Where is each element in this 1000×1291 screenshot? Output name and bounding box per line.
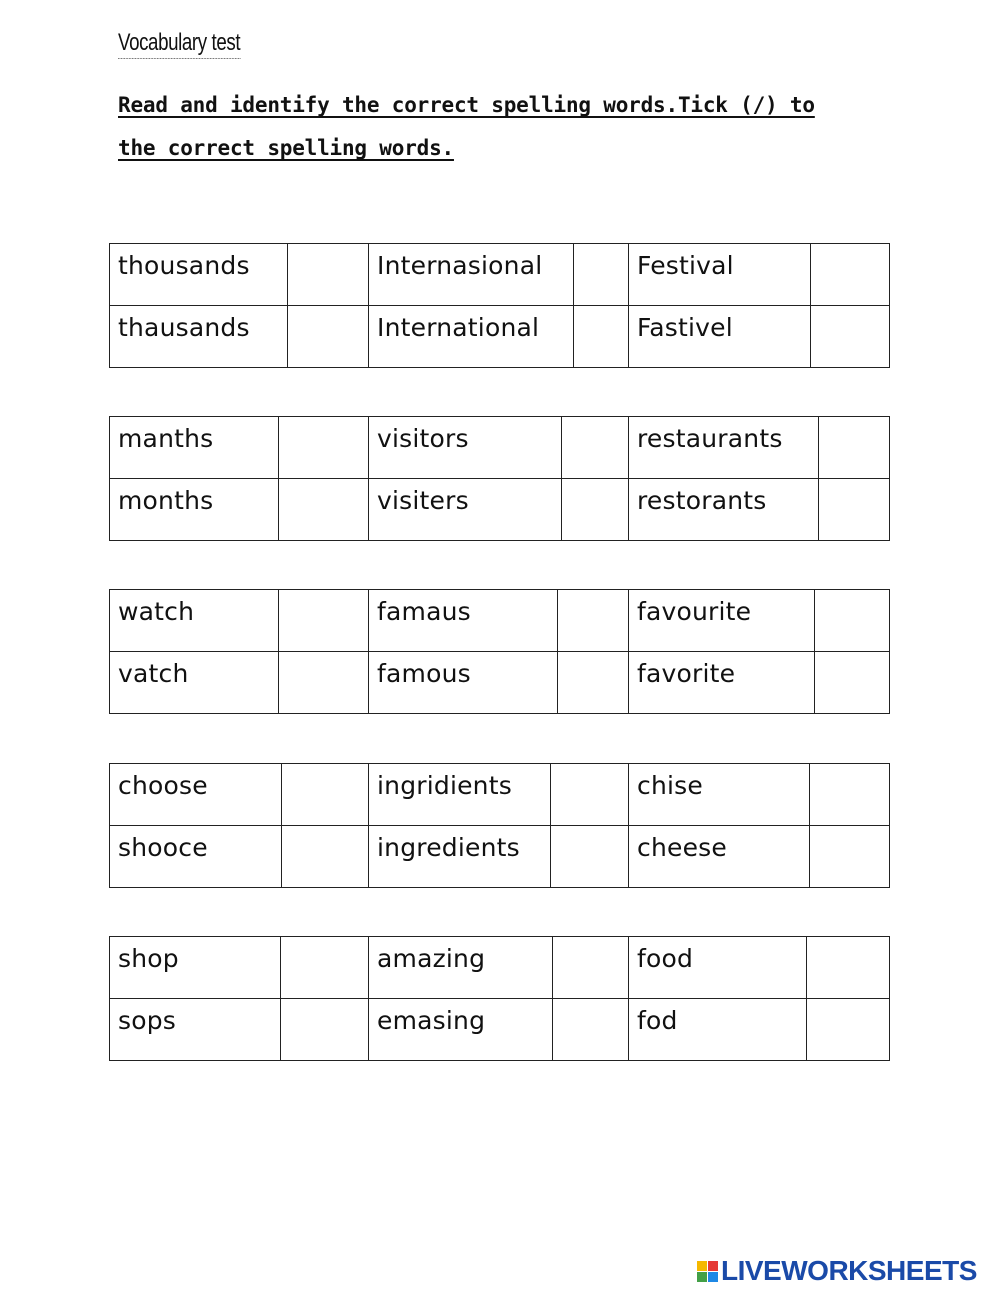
page-title: Vocabulary test	[118, 28, 240, 59]
word-table-4	[109, 763, 890, 888]
word-cell: visitors	[369, 417, 562, 479]
tick-box[interactable]	[810, 764, 890, 826]
word-cell: vatch	[110, 652, 279, 714]
tick-box[interactable]	[574, 306, 629, 368]
table-row	[110, 590, 890, 652]
tick-box[interactable]	[815, 590, 890, 652]
liveworksheets-logo	[697, 1256, 977, 1286]
word-cell: emasing	[369, 999, 553, 1061]
tick-box[interactable]	[282, 826, 369, 888]
tick-box[interactable]	[288, 306, 369, 368]
word-cell: restorants	[629, 479, 819, 541]
logo-square-2	[708, 1261, 718, 1271]
table-row	[110, 826, 890, 888]
tick-box[interactable]	[815, 652, 890, 714]
logo-square-1	[697, 1261, 707, 1271]
table-row	[110, 652, 890, 714]
logo-mark-icon	[697, 1261, 718, 1282]
tick-box[interactable]	[551, 826, 629, 888]
word-table-1	[109, 243, 890, 368]
tick-box[interactable]	[553, 937, 629, 999]
word-cell: food	[629, 937, 807, 999]
tick-box[interactable]	[279, 652, 369, 714]
word-cell: Festival	[629, 244, 811, 306]
tick-box[interactable]	[288, 244, 369, 306]
tick-box[interactable]	[811, 306, 890, 368]
word-cell: manths	[110, 417, 279, 479]
word-cell: famous	[369, 652, 558, 714]
tick-box[interactable]	[807, 999, 890, 1061]
word-cell: sops	[110, 999, 281, 1061]
tick-box[interactable]	[574, 244, 629, 306]
word-cell: months	[110, 479, 279, 541]
tick-box[interactable]	[819, 479, 890, 541]
word-cell: Internasional	[369, 244, 574, 306]
tick-box[interactable]	[811, 244, 890, 306]
tick-box[interactable]	[553, 999, 629, 1061]
tick-box[interactable]	[562, 479, 629, 541]
tick-box[interactable]	[558, 590, 629, 652]
tick-box[interactable]	[807, 937, 890, 999]
tick-box[interactable]	[281, 937, 369, 999]
word-cell: fod	[629, 999, 807, 1061]
word-cell: watch	[110, 590, 279, 652]
logo-square-3	[697, 1272, 707, 1282]
word-cell: famaus	[369, 590, 558, 652]
tick-box[interactable]	[281, 999, 369, 1061]
instructions-line-1: Read and identify the correct spelling words.Tick (/) to	[118, 93, 815, 117]
word-cell: cheese	[629, 826, 810, 888]
word-cell: chise	[629, 764, 810, 826]
word-cell: visiters	[369, 479, 562, 541]
logo-text: LIVEWORKSHEETS	[721, 1255, 977, 1286]
word-cell: restaurants	[629, 417, 819, 479]
tick-box[interactable]	[819, 417, 890, 479]
table-row	[110, 417, 890, 479]
tick-box[interactable]	[279, 417, 369, 479]
table-row	[110, 999, 890, 1061]
word-table-5	[109, 936, 890, 1061]
tick-box[interactable]	[558, 652, 629, 714]
table-row	[110, 764, 890, 826]
instructions	[118, 84, 878, 170]
table-row	[110, 244, 890, 306]
word-cell: amazing	[369, 937, 553, 999]
word-cell: thousands	[110, 244, 288, 306]
word-cell: favourite	[629, 590, 815, 652]
tick-box[interactable]	[810, 826, 890, 888]
logo-square-4	[708, 1272, 718, 1282]
tick-box[interactable]	[562, 417, 629, 479]
table-row	[110, 479, 890, 541]
word-cell: thausands	[110, 306, 288, 368]
tick-box[interactable]	[279, 479, 369, 541]
word-cell: choose	[110, 764, 282, 826]
word-table-2	[109, 416, 890, 541]
instructions-line-2: the correct spelling words.	[118, 136, 454, 160]
word-cell: shooce	[110, 826, 282, 888]
table-row	[110, 937, 890, 999]
word-cell: favorite	[629, 652, 815, 714]
word-cell: shop	[110, 937, 281, 999]
table-row	[110, 306, 890, 368]
word-cell: ingridients	[369, 764, 551, 826]
word-cell: Fastivel	[629, 306, 811, 368]
tick-box[interactable]	[282, 764, 369, 826]
tick-box[interactable]	[551, 764, 629, 826]
tick-box[interactable]	[279, 590, 369, 652]
word-cell: ingredients	[369, 826, 551, 888]
word-cell: International	[369, 306, 574, 368]
word-table-3	[109, 589, 890, 714]
